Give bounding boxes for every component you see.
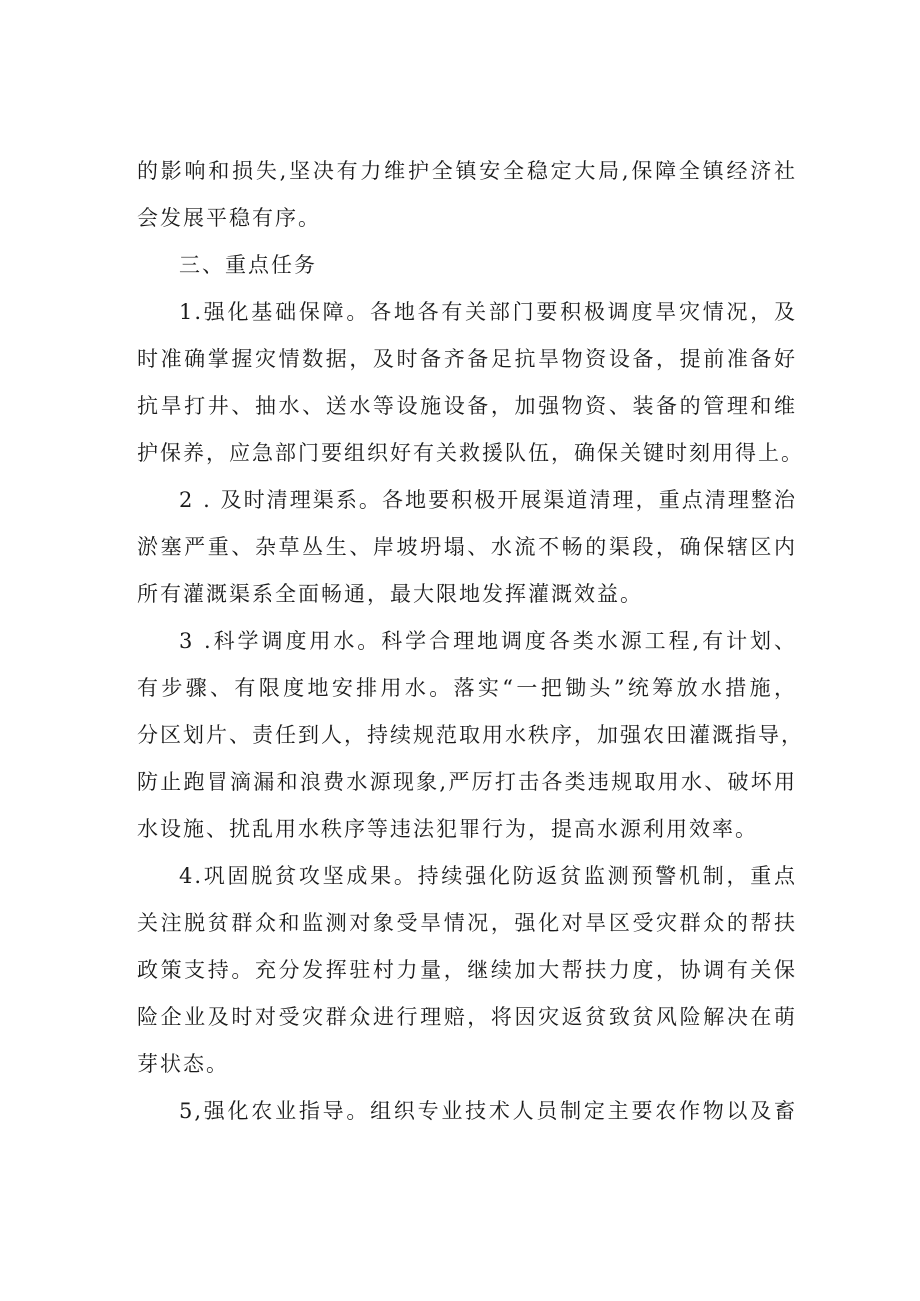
text-line: 政策支持。充分发挥驻村力量，继续加大帮扶力度，协调有关保	[137, 958, 797, 982]
text-line: 水设施、扰乱用水秩序等违法犯罪行为，提高水源利用效率。	[137, 817, 758, 841]
text-line: 有步骤、有限度地安排用水。落实“一把锄头”统筹放水措施，	[137, 676, 797, 700]
text-line: 会发展平稳有序。	[137, 206, 321, 230]
text-line: 所有灌溉渠系全面畅通，最大限地发挥灌溉效益。	[137, 582, 643, 606]
text-line: 分区划片、责任到人，持续规范取用水秩序，加强农田灌溉指导，	[137, 723, 804, 747]
text-line: 防止跑冒滴漏和浪费水源现象,严厉打击各类违规取用水、破坏用	[137, 770, 797, 794]
text-line: 关注脱贫群众和监测对象受旱情况，强化对旱区受灾群众的帮扶	[137, 911, 797, 935]
document-body	[137, 148, 804, 1135]
text-line: 芽状态。	[137, 1052, 229, 1076]
text-line: 4.巩固脱贫攻坚成果。持续强化防返贫监测预警机制，重点	[179, 864, 797, 888]
text-line: 的影响和损失,坚决有力维护全镇安全稳定大局,保障全镇经济社	[137, 159, 797, 183]
text-line: 2 . 及时清理渠系。各地要积极开展渠道清理，重点清理整治	[179, 488, 797, 512]
text-line: 三、重点任务	[179, 253, 317, 277]
text-line: 护保养，应急部门要组织好有关救援队伍，确保关键时刻用得上。	[137, 441, 804, 465]
text-line: 时准确掌握灾情数据，及时备齐备足抗旱物资设备，提前准备好	[137, 347, 797, 371]
text-line: 抗旱打井、抽水、送水等设施设备，加强物资、装备的管理和维	[137, 394, 797, 418]
text-line: 险企业及时对受灾群众进行理赔，将因灾返贫致贫风险解决在萌	[137, 1005, 797, 1029]
text-line: 淤塞严重、杂草丛生、岸坡坍塌、水流不畅的渠段，确保辖区内	[137, 535, 797, 559]
text-line: 1.强化基础保障。各地各有关部门要积极调度旱灾情况，及	[179, 300, 797, 324]
text-line: 5,强化农业指导。组织专业技术人员制定主要农作物以及畜	[179, 1099, 797, 1123]
text-line: 3 .科学调度用水。科学合理地调度各类水源工程,有计划、	[179, 629, 797, 653]
